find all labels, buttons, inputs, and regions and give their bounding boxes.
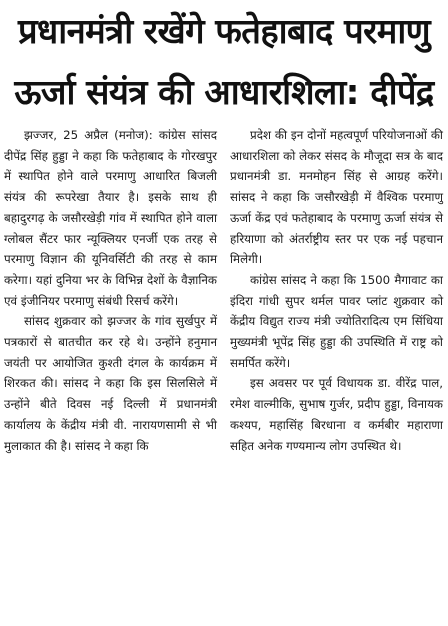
article-paragraph: सांसद शुक्रवार को झज्जर के गांव सुर्खपुर में पत्रकारों से बातचीत कर रहे थे। उन्होंने हनुमान जयंती पर आयोजित कुश्ती दंगल के कार्यक्रम में शिरकत की। सांसद ने कहा कि इस सिलसिले में उन्होंने बीते दिवस नई दिल्ली में प्रधानमंत्री कार्यालय के केंद्रीय मंत्री वी. नारायणसामी से भी मुलाकात की है। सांसद ने कहा कि: [4, 314, 217, 453]
article-paragraph: कांग्रेस सांसद ने कहा कि 1500 मैगावाट का इंदिरा गांधी सुपर थर्मल पावर प्लांट शुक्रवार को केंद्रीय विद्युत राज्य मंत्री ज्योतिरादित्य एम सिंधिया मुख्यमंत्री भूपेंद्र सिंह हुड्डा की उपस्थिति में राष्ट्र को समर्पित करेंगे।: [230, 272, 443, 370]
headline: [3, 2, 445, 124]
article-column-left: [4, 125, 217, 456]
headline-line-2: ऊर्जा संयंत्र की आधारशिला: दीपेंद्र: [14, 73, 434, 113]
article-paragraph: झज्जर, 25 अप्रैल (मनोज): कांग्रेस सांसद दीपेंद्र सिंह हुड्डा ने कहा कि फतेहाबाद के गोरखपुर में स्थापित होने वाले परमाणु आधारित बिजली संयंत्र की रूपरेखा तैयार है। इसके साथ ही बहादुरगढ़ के जसौरखेड़ी गांव में स्थापित होने वाला ग्लोबल सैंटर फार न्यूक्लियर एनर्जी एक तरह से परमाणु विज्ञान की यूनिवर्सिटी की तरह से काम करेगा। यहां दुनिया भर के विभिन्न देशों के वैज्ञानिक एवं इंजीनियर परमाणु संबंधी रिसर्च करेंगे।: [4, 128, 217, 308]
article-paragraph: इस अवसर पर पूर्व विधायक डा. वीरेंद्र पाल, रमेश वाल्मीकि, सुभाष गुर्जर, प्रदीप हुड्डा, विनायक कश्यप, महासिंह बिरधाना व कर्मबीर महाराणा सहित अनेक गण्यमान्य लोग उपस्थित थे।: [230, 376, 443, 453]
article-paragraph: प्रदेश की इन दोनों महत्वपूर्ण परियोजनाओं की आधारशिला को लेकर संसद के मौजूदा सत्र के बाद प्रधानमंत्री डा. मनमोहन सिंह से आग्रह करेंगे। सांसद ने कहा कि जसौरखेड़ी में वैश्विक परमाणु ऊर्जा केंद्र एवं फतेहाबाद के परमाणु ऊर्जा संयंत्र से हरियाणा को अंतर्राष्ट्रीय स्तर पर एक नई पहचान मिलेगी।: [230, 128, 443, 267]
article-column-right: [230, 125, 443, 456]
headline-line-1: प्रधानमंत्री रखेंगे फतेहाबाद परमाणु: [17, 12, 431, 52]
